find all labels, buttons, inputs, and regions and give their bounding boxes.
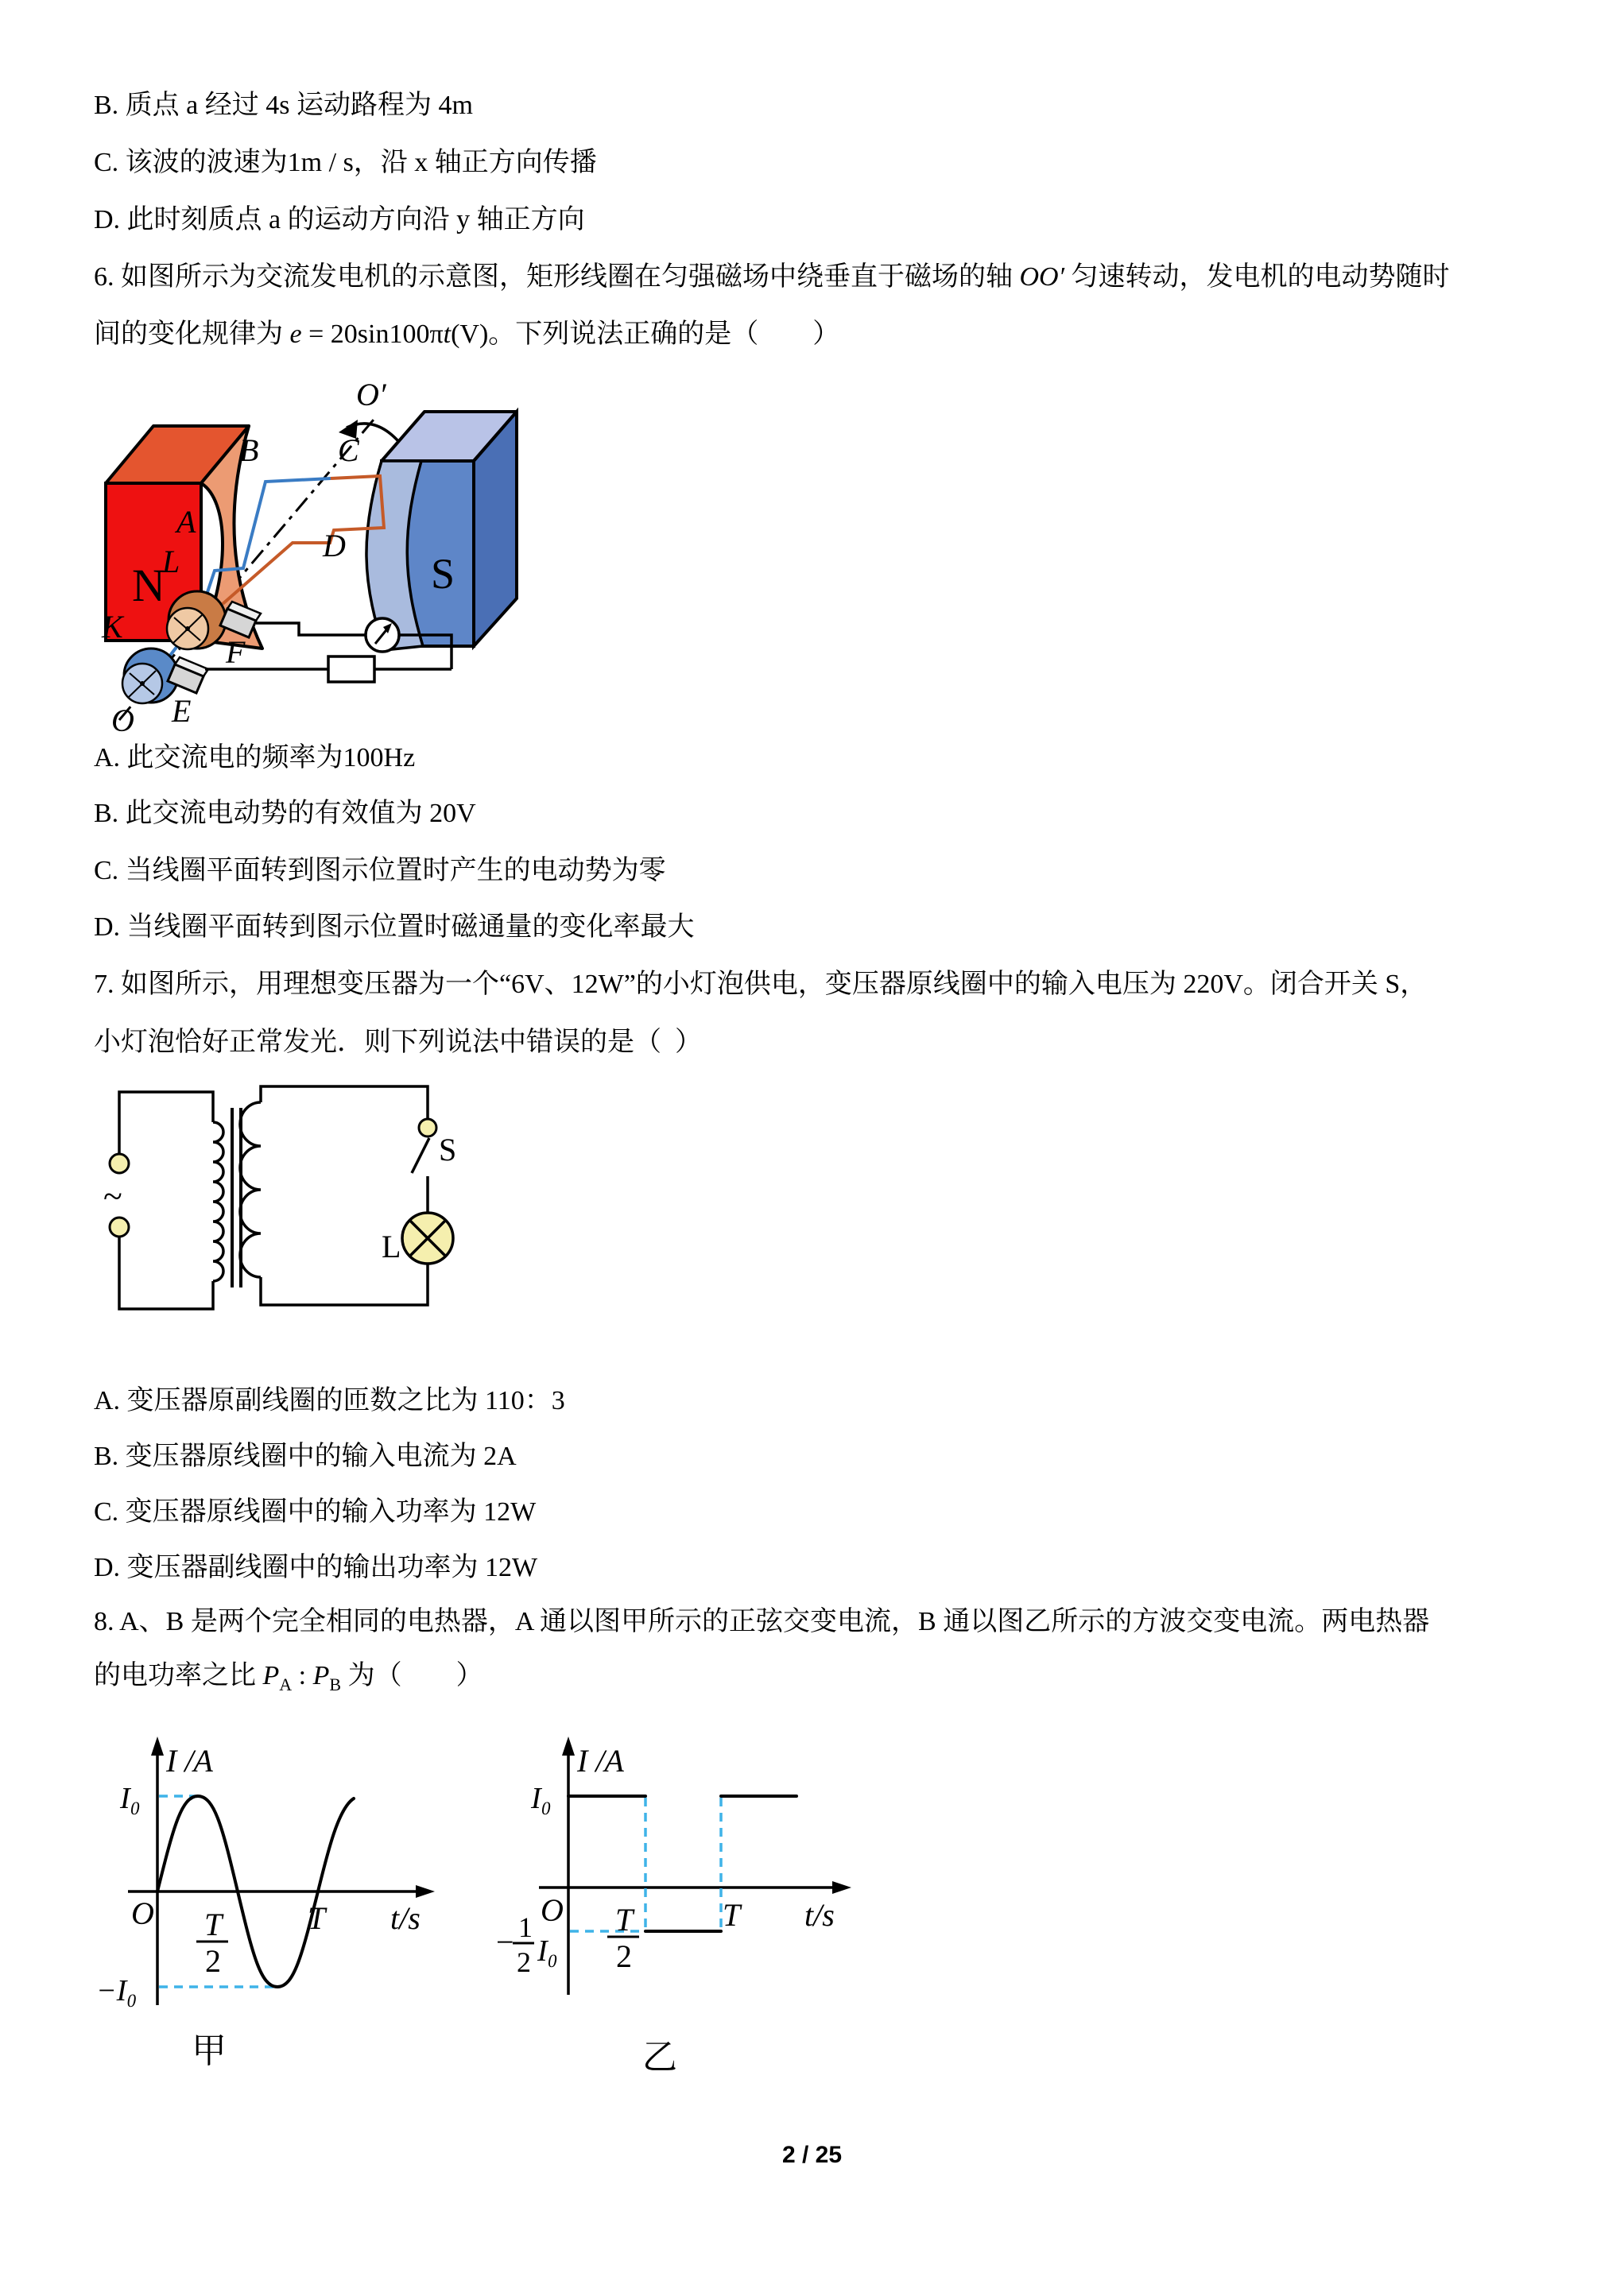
ring-hub (185, 626, 190, 631)
q7-stem-line1: 7. 如图所示，用理想变压器为一个“6V、12W”的小灯泡供电，变压器原线圈中的输入电压为 220V。闭合开关 S， (94, 970, 1428, 999)
y-axis-label: I /A (166, 1743, 213, 1779)
neg-level-minus: − (496, 1924, 514, 1960)
q6-axis-symbol: OO′ (1019, 262, 1065, 292)
q5-option-c: C. 该波的波速为1m / s，沿 x 轴正方向传播 (94, 148, 597, 177)
y-axis-arrow (562, 1737, 575, 1756)
q7-option-c: C. 变压器原线圈中的输入功率为 12W (94, 1497, 537, 1527)
q5-option-d: D. 此时刻质点 a 的运动方向沿 y 轴正方向 (94, 205, 585, 234)
primary-wire-bottom (119, 1237, 213, 1309)
label-b: B (239, 432, 259, 468)
switch-lever (412, 1138, 429, 1173)
switch-contact (419, 1119, 436, 1136)
peak-label: I₀ (120, 1782, 141, 1815)
q6-option-a: A. 此交流电的频率为100Hz (94, 743, 416, 772)
q8-sub-b: B (329, 1674, 342, 1694)
n-pole-label: N (132, 559, 165, 611)
source-terminal-top (110, 1154, 129, 1173)
half-period-denominator: 2 (205, 1943, 221, 1979)
x-axis-label: t/s (804, 1897, 835, 1933)
period-tick-label: T (723, 1897, 741, 1933)
q8-symbol-pb: P (312, 1661, 330, 1690)
q5-option-b: B. 质点 a 经过 4s 运动路程为 4m (94, 91, 473, 120)
q7-option-a: A. 变压器原副线圈的匝数之比为 110：3 (94, 1386, 565, 1415)
origin-label: O (541, 1892, 564, 1928)
q6-option-c: C. 当线圈平面转到图示位置时产生的电动势为零 (94, 856, 666, 885)
q8-stem-line2 (94, 1659, 483, 1695)
q6-stem-line2 (94, 318, 839, 352)
q6-formula-e: e (289, 319, 302, 349)
half-period-denominator: 2 (616, 1938, 632, 1974)
graph-caption-yi: 乙 (642, 2038, 677, 2077)
coil-wire-right (223, 476, 384, 604)
secondary-wire-top (261, 1086, 428, 1118)
trough-label: −I₀ (96, 1974, 138, 2008)
q8-power-ratio-pre: 的电功率之比 (94, 1661, 263, 1690)
q8-ratio-colon: : (292, 1661, 313, 1690)
q6-formula-pre: 间的变化规律为 (94, 319, 290, 349)
q8-power-ratio-post: 为（ ） (341, 1661, 483, 1690)
switch-label: S (439, 1132, 457, 1167)
source-terminal-bottom (110, 1218, 129, 1237)
period-tick-label: T (308, 1900, 326, 1936)
primary-wire-top (119, 1092, 213, 1154)
circuit-wire-top (256, 623, 365, 635)
x-axis-arrow (832, 1881, 851, 1894)
label-o: O (111, 703, 134, 738)
square-current-graph (486, 1729, 904, 2078)
half-period-numerator: T (204, 1907, 223, 1942)
transformer-circuit-diagram (94, 1074, 491, 1329)
sine-current-graph (76, 1729, 489, 2070)
q8-symbol-pa: P (262, 1661, 280, 1690)
ac-generator-diagram (94, 372, 587, 738)
q6-option-b: B. 此交流电动势的有效值为 20V (94, 799, 476, 828)
q6-formula-mid: = 20sin100π (301, 319, 444, 349)
s-pole-label: S (431, 550, 455, 598)
label-d: D (323, 528, 346, 563)
q6-stem-text-cont: 匀速转动，发电机的电动势随时 (1064, 262, 1450, 292)
neg-level-numerator: 1 (518, 1911, 533, 1943)
label-f: F (226, 634, 246, 670)
q7-stem-line2: 小灯泡恰好正常发光．则下列说法中错误的是（ ） (94, 1028, 702, 1057)
page-number: 2 / 25 (781, 2142, 843, 2168)
label-e: E (172, 693, 192, 729)
label-l: L (162, 544, 180, 579)
primary-coil (213, 1122, 223, 1281)
graph-caption-jia: 甲 (192, 2031, 227, 2070)
neg-level-denominator: 2 (517, 1946, 531, 1978)
y-axis-arrow (151, 1737, 164, 1756)
q6-formula-post: (V)。下列说法正确的是（ ） (451, 319, 840, 349)
q6-stem-line1 (94, 261, 1450, 295)
resistor (328, 656, 374, 682)
peak-label: I₀ (531, 1782, 552, 1815)
q8-sub-a: A (279, 1674, 293, 1694)
neg-level-current: I₀ (537, 1934, 558, 1968)
x-axis-arrow (416, 1885, 435, 1898)
label-c: C (338, 432, 359, 468)
q7-option-b: B. 变压器原线圈中的输入电流为 2A (94, 1442, 517, 1471)
q6-option-d: D. 当线圈平面转到图示位置时磁通量的变化率最大 (94, 912, 695, 942)
label-o-prime: O′ (356, 377, 386, 412)
y-axis-label: I /A (577, 1743, 624, 1779)
label-a: A (176, 504, 196, 540)
secondary-coil (240, 1102, 261, 1277)
ac-source-symbol: ~ (103, 1177, 122, 1216)
half-period-numerator: T (615, 1902, 634, 1938)
q6-formula-t: t (443, 319, 452, 349)
label-k: K (102, 609, 123, 645)
x-axis-label: t/s (390, 1900, 421, 1936)
q7-option-d: D. 变压器副线圈中的输出功率为 12W (94, 1553, 538, 1582)
secondary-wire-bottom (261, 1264, 428, 1305)
origin-label: O (131, 1895, 154, 1931)
q6-stem-text: 6. 如图所示为交流发电机的示意图，矩形线圈在匀强磁场中绕垂直于磁场的轴 (94, 262, 1020, 292)
ring-hub (140, 681, 145, 686)
q8-stem-line1: 8. A、B 是两个完全相同的电热器，A 通以图甲所示的正弦交变电流，B 通以图乙所示的方波交变电流。两电热器 (94, 1607, 1430, 1636)
lamp-label: L (382, 1229, 401, 1264)
